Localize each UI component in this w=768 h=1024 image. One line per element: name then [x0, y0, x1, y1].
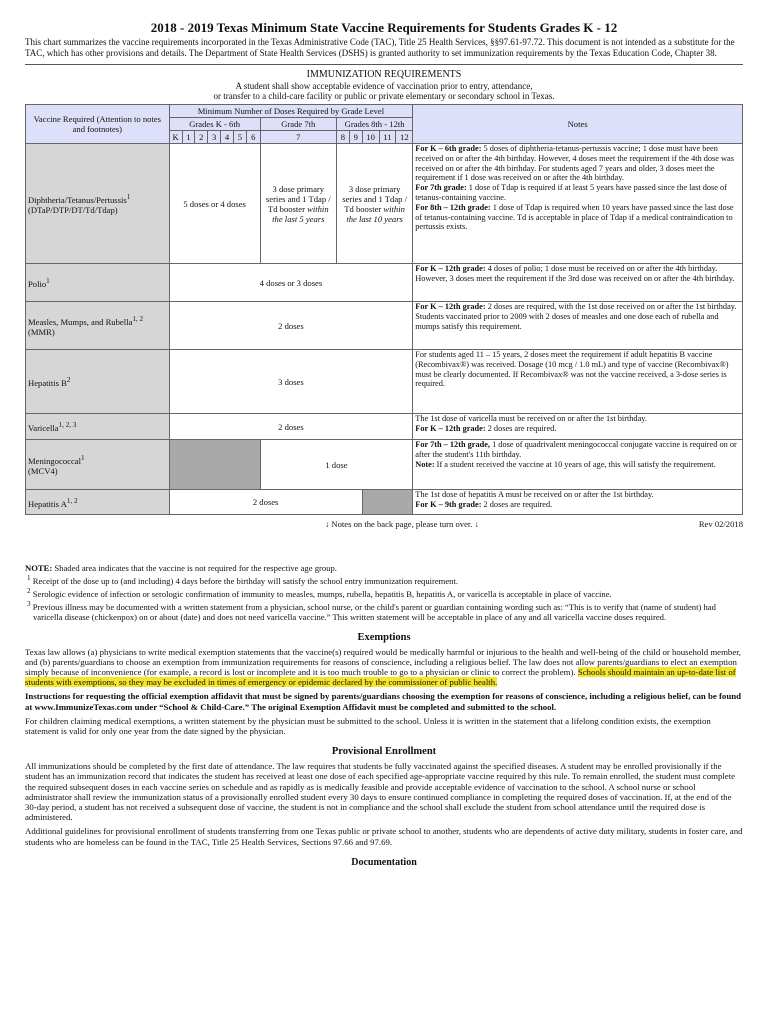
- doses-all: 2 doses: [169, 414, 413, 440]
- doses-all: 4 doses or 3 doses: [169, 264, 413, 302]
- footnotes: [25, 563, 743, 622]
- notes-cell: The 1st dose of varicella must be received on or after the 1st birthday. For K – 12th grade: 2 doses are required.: [413, 414, 743, 440]
- footnote-2: $^2$ Serologic evidence of infection or serologic confirmation of immunity to measles, mumps, rubella, hepatitis B, hepatitis A, or varicella is acceptable in place of vaccine.: [27, 586, 612, 599]
- grade-7: 7: [260, 131, 336, 144]
- doses-all: 3 doses: [169, 350, 413, 414]
- shaded-not-required: [169, 440, 260, 490]
- vaccine-name: Varicella$^{1, 2, 3}$: [26, 414, 170, 440]
- doses-7: 3 dose primary series and 1 Tdap / Td booster within the last 5 years: [260, 144, 336, 264]
- notes-cell: For K – 12th grade: 4 doses of polio; 1 dose must be received on or after the 4th birthday. However, 3 doses meet the requirement if the 3rd dose was received on or after the 4th birthday.: [413, 264, 743, 302]
- provisional-paragraph-1: All immunizations should be completed by the first date of attendance. The law requires that students be fully vaccinated against the specified diseases. A student may be enrolled provisionally if the student has an immunization record that indicates the student has received at least one dose of each specified age-appropriate vaccine required by this rule. To remain enrolled, the student must complete the required subsequent doses in each vaccine series on schedule and as rapidly as is medically feasible and provide acceptable evidence of vaccination to the school. A school nurse or school administrator shall review the immunization status of a provisionally enrolled student every 30 days to ensure continued compliance in completing the required doses of vaccination. If, at the end of the 30-day period, a student has not received a subsequent dose of vaccine, the student is not in compliance and the school shall exclude the student from school attendance until the required dose is administered.: [25, 761, 736, 823]
- grade-4: 4: [221, 131, 234, 144]
- notes-cell: For K – 6th grade: 5 doses of diphtheria-tetanus-pertussis vaccine; 1 dose must have been received on or after the 4th birthday. However, 4 doses meet the requirement if the 4th dose was received on or after the 4th birthday. For students aged 7 years and older, 3 doses meet the requirement if 1 dose was received on or after the 4th birthday. For 7th grade: 1 dose of Tdap is required if at least 5 years have passed since the last dose of tetanus-containing vaccine. For 8th – 12th grade: 1 dose of Tdap is required when 10 years have passed since the last dose of tetanus-containing vaccine. Td is acceptable in place of Tdap if a medical contraindication to pertussis exists.: [413, 144, 743, 264]
- grade-1: 1: [182, 131, 195, 144]
- vaccine-name: Diphtheria/Tetanus/Pertussis$^1$ (DTaP/DTP/DT/Td/Tdap): [26, 144, 170, 264]
- grade-2: 2: [195, 131, 208, 144]
- section-title-immunization: IMMUNIZATION REQUIREMENTS: [306, 69, 462, 80]
- notes-cell: For students aged 11 – 15 years, 2 doses meet the requirement if adult hepatitis B vaccine (Recombivax®) was received. Dosage (10 mcg / 1.0 mL) and type of vaccine (Recombivax®) must be clearly documented. If Recombivax® was not the vaccine received, a 3-dose series is required.: [413, 350, 743, 414]
- doses-all: 2 doses: [169, 302, 413, 350]
- footnote-1: $^1$ Receipt of the dose up to (and including) 4 days before the birthday will satisfy the school entry immunization requirement.: [27, 574, 459, 586]
- doses-k6: 5 doses or 4 doses: [169, 144, 260, 264]
- vaccine-name: Polio$^1$: [26, 264, 170, 302]
- provisional-heading: Provisional Enrollment: [331, 746, 437, 758]
- header-grade-group-k6: Grades K - 6th: [169, 118, 260, 131]
- section-subtitle-2: or transfer to a child-care facility or public or private elementary or secondary school in Texas.: [213, 91, 555, 101]
- table-row-hepatitis-b: [26, 350, 743, 414]
- grade-6: 6: [246, 131, 260, 144]
- header-vaccine-required: Vaccine Required (Attention to notes and footnotes): [26, 105, 170, 144]
- exemptions-paragraph-1: Texas law allows (a) physicians to write medical exemption statements that the vaccine(s) required would be medically harmful or injurious to the health and well-being of the child or household member, and (b) parents/guardians to choose an exemption from immunization requirements for reasons of conscience, including a religious belief. The law does not allow parents/guardians to elect an exemption simply because of inconvenience (for example, a record is lost or incomplete and it is too much trouble to go to a physician or clinic to correct the problem). Schools should maintain an up-to-date list of students with exemptions, so they may be excluded in times of emergency or epidemic declared by the commissioner of public health.: [25, 646, 742, 688]
- notes-cell: For K – 12th grade: 2 doses are required, with the 1st dose received on or after the 1st birthday. Students vaccinated prior to 2009 with 2 doses of measles and one dose each of rubella and mumps satisfy this requirement.: [413, 302, 743, 350]
- revision-date: Rev 02/2018: [698, 519, 743, 529]
- vaccine-name: Measles, Mumps, and Rubella$^{1, 2}$ (MMR): [26, 302, 170, 350]
- table-row-meningococcal: [26, 440, 743, 490]
- section-subtitle-1: A student shall show acceptable evidence of vaccination prior to entry, attendance,: [235, 81, 533, 91]
- note-shaded: NOTE: Shaded area indicates that the vaccine is not required for the respective age group.: [25, 563, 337, 573]
- grade-11: 11: [379, 131, 396, 144]
- provisional-paragraph-2: Additional guidelines for provisional enrollment of students transferring from one Texas public or private school to another, students who are dependents of active duty military, students in foster care, and students who are homeless can be found in the TAC, Title 25 Health Services, Sections 97.66 and 97.69.: [25, 826, 743, 847]
- vaccine-name: Meningococcal$^1$ (MCV4): [26, 440, 170, 490]
- grade-8: 8: [336, 131, 349, 144]
- grade-k: K: [169, 131, 182, 144]
- notes-cell: The 1st dose of hepatitis A must be received on or after the 1st birthday. For K – 9th grade: 2 doses are required.: [413, 490, 743, 515]
- doses-712: 1 dose: [260, 440, 413, 490]
- grade-5: 5: [233, 131, 246, 144]
- doses-812: 3 dose primary series and 1 Tdap / Td booster within the last 10 years: [336, 144, 412, 264]
- table-footer: [25, 519, 743, 529]
- grade-9: 9: [349, 131, 362, 144]
- header-grade-group-7: Grade 7th: [260, 118, 336, 131]
- divider: [25, 64, 743, 65]
- vaccine-name: Hepatitis $B^2$: [26, 350, 170, 414]
- table-row-hepatitis-a: [26, 490, 743, 515]
- exemptions-paragraph-2: Instructions for requesting the official exemption affidavit that must be signed by parents/guardians choosing the exemption for reasons of conscience, including a religious belief, can be found at www.ImmunizeTexas.com under “School & Child-Care.” The original Exemption Affidavit must be completed and submitted to the school.: [25, 691, 741, 712]
- exemptions-paragraph-3: For children claiming medical exemptions, a written statement by the physician must be submitted to the school. Unless it is written in the statement that a lifelong condition exists, the exemption statement is valid for only one year from the date signed by the physician.: [25, 715, 711, 736]
- table-row-polio: [26, 264, 743, 302]
- table-row-varicella: [26, 414, 743, 440]
- table-row-dtap: [26, 144, 743, 264]
- doses-k9: 2 doses: [169, 490, 362, 515]
- header-min-doses: Minimum Number of Doses Required by Grade Level: [169, 105, 413, 118]
- header-grade-group-812: Grades 8th - 12th: [336, 118, 412, 131]
- table-row-mmr: [26, 302, 743, 350]
- grade-10: 10: [362, 131, 379, 144]
- vaccine-name: Hepatitis A$^{1, 2}$: [26, 490, 170, 515]
- grade-3: 3: [208, 131, 221, 144]
- grade-12: 12: [396, 131, 413, 144]
- shaded-not-required: [362, 490, 413, 515]
- intro-paragraph: This chart summarizes the vaccine requirements incorporated in the Texas Administrative Code (TAC), Title 25 Health Services, §§97.61-97.72. This document is not intended as a substitute for the TAC, which has other provisions and details. The Department of State Health Services (DSHS) is granted authority to set immunization requirements by the Texas Education Code, Chapter 38.: [25, 37, 735, 58]
- footnote-3: $^3$ Previous illness may be documented with a written statement from a physician, school nurse, or the child's parent or guardian containing wording such as: “This is to verify that (name of student) had varicella disease (chickenpox) on or about (date) and does not need varicella vaccine.” This written statement will be acceptable in place of any and all varicella vaccine doses required.: [27, 599, 716, 622]
- documentation-heading-cut: Documentation: [351, 856, 417, 868]
- turn-over-note: ↓ Notes on the back page, please turn over. ↓: [324, 519, 479, 529]
- vaccine-requirements-table: [25, 104, 743, 515]
- exemptions-heading: Exemptions: [357, 631, 411, 643]
- highlighted-text: Schools should maintain an up-to-date list of students with exemptions, so they may be excluded in times of emergency or epidemic declared by the commissioner of public health.: [25, 666, 736, 688]
- notes-cell: For 7th – 12th grade, 1 dose of quadrivalent meningococcal conjugate vaccine is required on or after the student's 11th birthday. Note: If a student received the vaccine at 10 years of age, this will satisfy the requirement.: [413, 440, 743, 490]
- header-notes: Notes: [413, 105, 743, 144]
- page-title: 2018 - 2019 Texas Minimum State Vaccine Requirements for Students Grades K - 12: [150, 20, 618, 35]
